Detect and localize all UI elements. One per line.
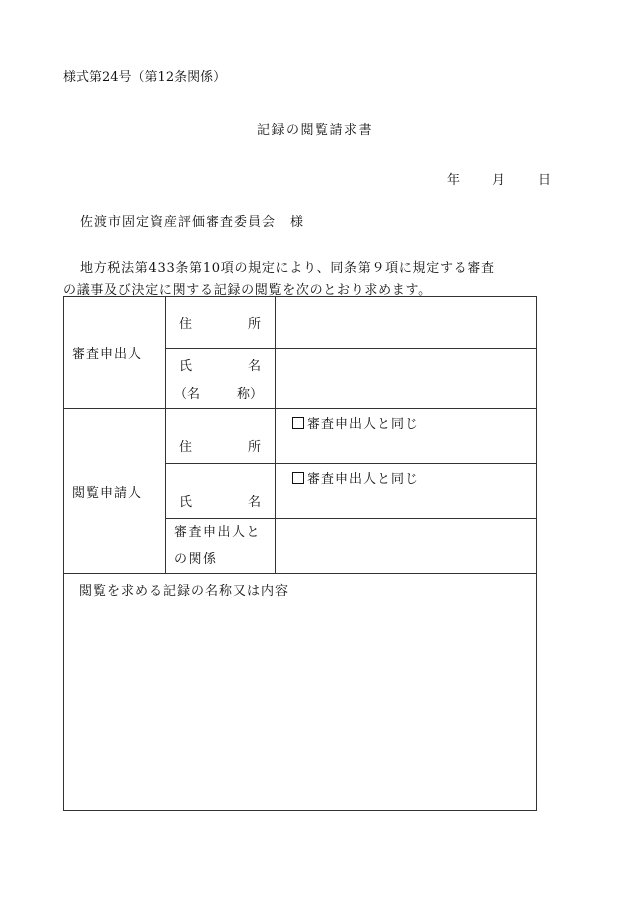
label-char: 名	[247, 495, 261, 510]
label-char: （名	[174, 387, 201, 402]
request-form-table	[63, 296, 537, 811]
relation-label-line-2: の関係	[174, 552, 218, 567]
applicant-address-label	[166, 297, 276, 349]
viewer-address-field[interactable]	[276, 409, 537, 464]
same-as-applicant-name[interactable]	[292, 468, 419, 487]
label-char: 氏	[179, 495, 193, 510]
label-char: 住	[179, 317, 193, 332]
request-statement-line-1: 地方税法第433条第10項の規定により、同条第９項に規定する審査	[80, 261, 495, 276]
viewer-address-row	[64, 409, 537, 464]
relation-label-line-1: 審査申出人と	[174, 525, 262, 540]
records-label: 閲覧を求める記録の名称又は内容	[79, 584, 290, 599]
records-row	[64, 574, 537, 811]
checkbox-label: 審査申出人と同じ	[307, 472, 420, 487]
viewer-relation-label	[166, 519, 276, 574]
checkbox-icon[interactable]	[292, 417, 304, 429]
label-char: 住	[179, 440, 193, 455]
same-as-applicant-address[interactable]	[292, 413, 419, 432]
applicant-heading-text: 審査申出人	[72, 347, 143, 362]
date-year-label: 年	[447, 173, 461, 188]
viewer-name-label	[166, 464, 276, 519]
applicant-address-field[interactable]	[276, 297, 537, 349]
label-char: 名	[247, 359, 261, 374]
applicant-address-row	[64, 297, 537, 349]
label-char: 氏	[179, 359, 193, 374]
viewer-heading-text: 閲覧申請人	[72, 485, 143, 501]
checkbox-label: 審査申出人と同じ	[307, 417, 420, 432]
checkbox-icon[interactable]	[292, 472, 304, 484]
label-char: 所	[247, 440, 261, 455]
date-month-label: 月	[492, 173, 506, 188]
label-char: 所	[247, 317, 261, 332]
applicant-name-field[interactable]	[276, 349, 537, 409]
request-statement-line-2: の議事及び決定に関する記録の閲覧を次のとおり求めます。	[63, 283, 432, 298]
applicant-name-label	[166, 349, 276, 409]
addressee: 佐渡市固定資産評価審査委員会 様	[80, 215, 305, 230]
viewer-relation-field[interactable]	[276, 519, 537, 574]
form-number: 様式第24号（第12条関係）	[63, 70, 227, 85]
records-field[interactable]	[64, 574, 537, 811]
label-char: 称）	[236, 387, 263, 402]
viewer-address-label	[166, 409, 276, 464]
date-day-label: 日	[538, 173, 552, 188]
viewer-name-field[interactable]	[276, 464, 537, 519]
viewer-heading	[64, 409, 166, 574]
applicant-heading	[64, 297, 166, 409]
document-title: 記録の閲覧請求書	[256, 123, 373, 138]
